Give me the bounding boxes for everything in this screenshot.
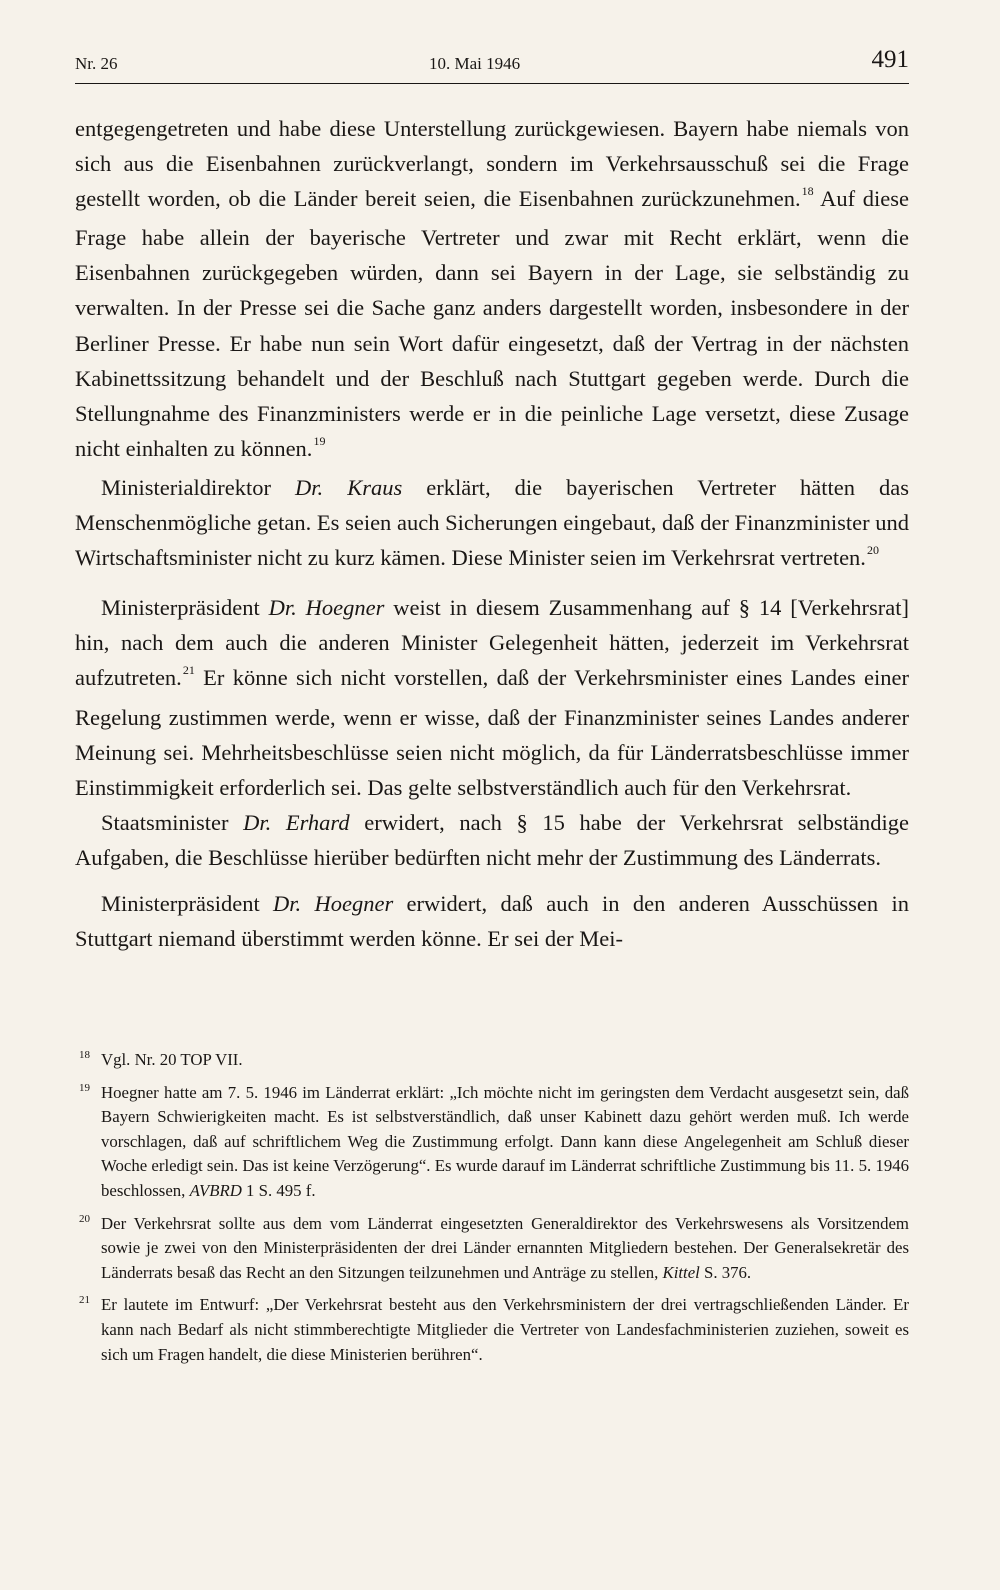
footnote: [75, 1212, 909, 1286]
running-header: [75, 48, 909, 78]
text-run: Auf diese Frage habe allein der bayerische Vertreter und zwar mit Recht erklärt, wenn die Eisenbahnen zurückgegeben würden, dann sei Bayern in der Lage, sie selbständig zu verwalten. In der Presse sei die Sache ganz anders dargestellt worden, insbesondere in der Berliner Presse. Er habe nun sein Wort dafür eingesetzt, daß der Vertrag in der nächsten Kabinettssitzung behandelt und der Beschluß nach Stuttgart gegeben werde. Durch die Stellungnahme des Finanzministers werde er in die peinliche Lage versetzt, diese Zusage nicht einhalten zu können.: [75, 186, 909, 461]
text-run: Der Verkehrsrat sollte aus dem vom Länderrat eingesetzten Generaldirektor des Verkehrswesens als Vorsitzendem sowie je zwei von den Ministerpräsidenten der drei Länder ernannten Mitgliedern bestehen. Der Generalsekretär des Länderrats besaß das Recht an den Sitzungen teilzunehmen und Anträge zu stellen,: [101, 1213, 909, 1282]
italic-name: Dr. Erhard: [243, 809, 350, 835]
text-run: entgegengetreten und habe diese Unterstellung zurückgewiesen. Bayern habe niemals von sich aus die Eisenbahnen zurückverlangt, sondern im Verkehrsausschuß sei die Frage gestellt worden, ob die Länder bereit seien, die Eisenbahnen zurückzunehmen.: [75, 116, 909, 212]
footnote: [75, 1293, 909, 1367]
text-run: erwidert, daß auch in den anderen Ausschüssen in Stuttgart niemand überstimmt werden könne. Er sei der Mei-: [75, 890, 909, 952]
italic-name: Dr. Kraus: [295, 474, 403, 500]
paragraph: [75, 805, 909, 875]
footnote: [75, 1048, 909, 1073]
text-run: Ministerpräsident: [101, 595, 269, 621]
text-run: S. 376.: [699, 1262, 752, 1282]
text-run: erwidert, nach § 15 habe der Verkehrsrat selbständige Aufgaben, die Beschlüsse hierüber bedürften nicht mehr der Zustimmung des Länderrats.: [75, 809, 909, 870]
italic-name: Kittel: [662, 1262, 700, 1282]
text-run: Ministerpräsident: [101, 890, 274, 916]
body-text: [75, 111, 909, 956]
italic-name: Dr. Hoegner: [268, 595, 385, 621]
footnote-text: [101, 1048, 909, 1073]
footnote-reference: 21: [182, 663, 195, 678]
italic-name: AVBRD: [189, 1180, 242, 1200]
footnotes: [75, 1048, 909, 1375]
footnote-reference: 20: [866, 543, 879, 558]
text-run: Staatsminister: [101, 809, 244, 835]
text-run: Er lautete im Entwurf: „Der Verkehrsrat besteht aus den Verkehrsministern der drei vertragschließenden Länder. Er kann nach Bedarf als nicht stimmberechtigte Mitglieder die Vertreter von Landesfachministerien zuziehen, soweit es sich um Fragen handelt, die diese Ministerien berühren“.: [101, 1295, 909, 1364]
issue-number: Nr. 26: [75, 54, 118, 73]
text-run: Vgl. Nr. 20 TOP VII.: [101, 1050, 243, 1069]
footnote-number: 18: [79, 1049, 90, 1061]
footnote-reference: 19: [313, 433, 326, 448]
text-run: Ministerialdirektor: [101, 474, 296, 500]
footnote-reference: 18: [801, 184, 814, 199]
page-number: 491: [871, 46, 909, 73]
header-rule: [75, 83, 909, 84]
paragraph: [75, 590, 909, 805]
footnote-text: [101, 1212, 909, 1286]
footnote-number: 19: [79, 1081, 90, 1094]
text-run: Hoegner hatte am 7. 5. 1946 im Länderrat erklärt: „Ich möchte nicht im geringsten dem Verdacht ausgesetzt sein, daß Bayern Schwierigkeiten macht. Es ist selbstverständlich, daß unser Kabinett dazu gehört werden muß. Ich werde vorschlagen, daß auf schriftlichem Weg die Zustimmung erfolgt. Dann kann diese Angelegenheit am Schluß dieser Woche erledigt sein. Das ist keine Verzögerung“. Es wurde darauf im Länderrat schriftliche Zustimmung bis 11. 5. 1946 beschlossen,: [101, 1082, 909, 1200]
italic-name: Dr. Hoegner: [273, 890, 394, 916]
footnote-text: [101, 1081, 909, 1204]
footnote: [75, 1081, 909, 1204]
header-date: 10. Mai 1946: [429, 54, 521, 73]
text-run: Er könne sich nicht vorstellen, daß der Verkehrsminister eines Landes einer Regelung zustimmen werde, wenn er wisse, daß der Finanzminister seines Landes anderer Meinung sei. Mehrheitsbeschlüsse seien nicht möglich, da für Länderratsbeschlüsse immer Einstimmigkeit erforderlich sei. Das gelte selbstverständlich auch für den Verkehrsrat.: [75, 665, 909, 800]
paragraph: [75, 111, 909, 470]
footnote-number: 21: [79, 1294, 90, 1307]
text-run: erklärt, die bayerischen Vertreter hätten das Menschenmögliche getan. Es seien auch Sicherungen eingebaut, daß der Finanzminister und Wirtschaftsminister nicht zu kurz kämen. Diese Minister seien im Verkehrsrat vertreten.: [75, 474, 910, 571]
footnote-text: [101, 1293, 909, 1367]
text-run: 1 S. 495 f.: [241, 1180, 316, 1200]
paragraph: [75, 886, 909, 956]
text-run: weist in diesem Zusammenhang auf § 14 [Verkehrsrat] hin, nach dem auch die anderen Minister Gelegenheit hätten, jederzeit im Verkehrsrat aufzutreten.: [75, 595, 909, 691]
paragraph: [75, 470, 909, 579]
footnote-number: 20: [79, 1212, 90, 1225]
